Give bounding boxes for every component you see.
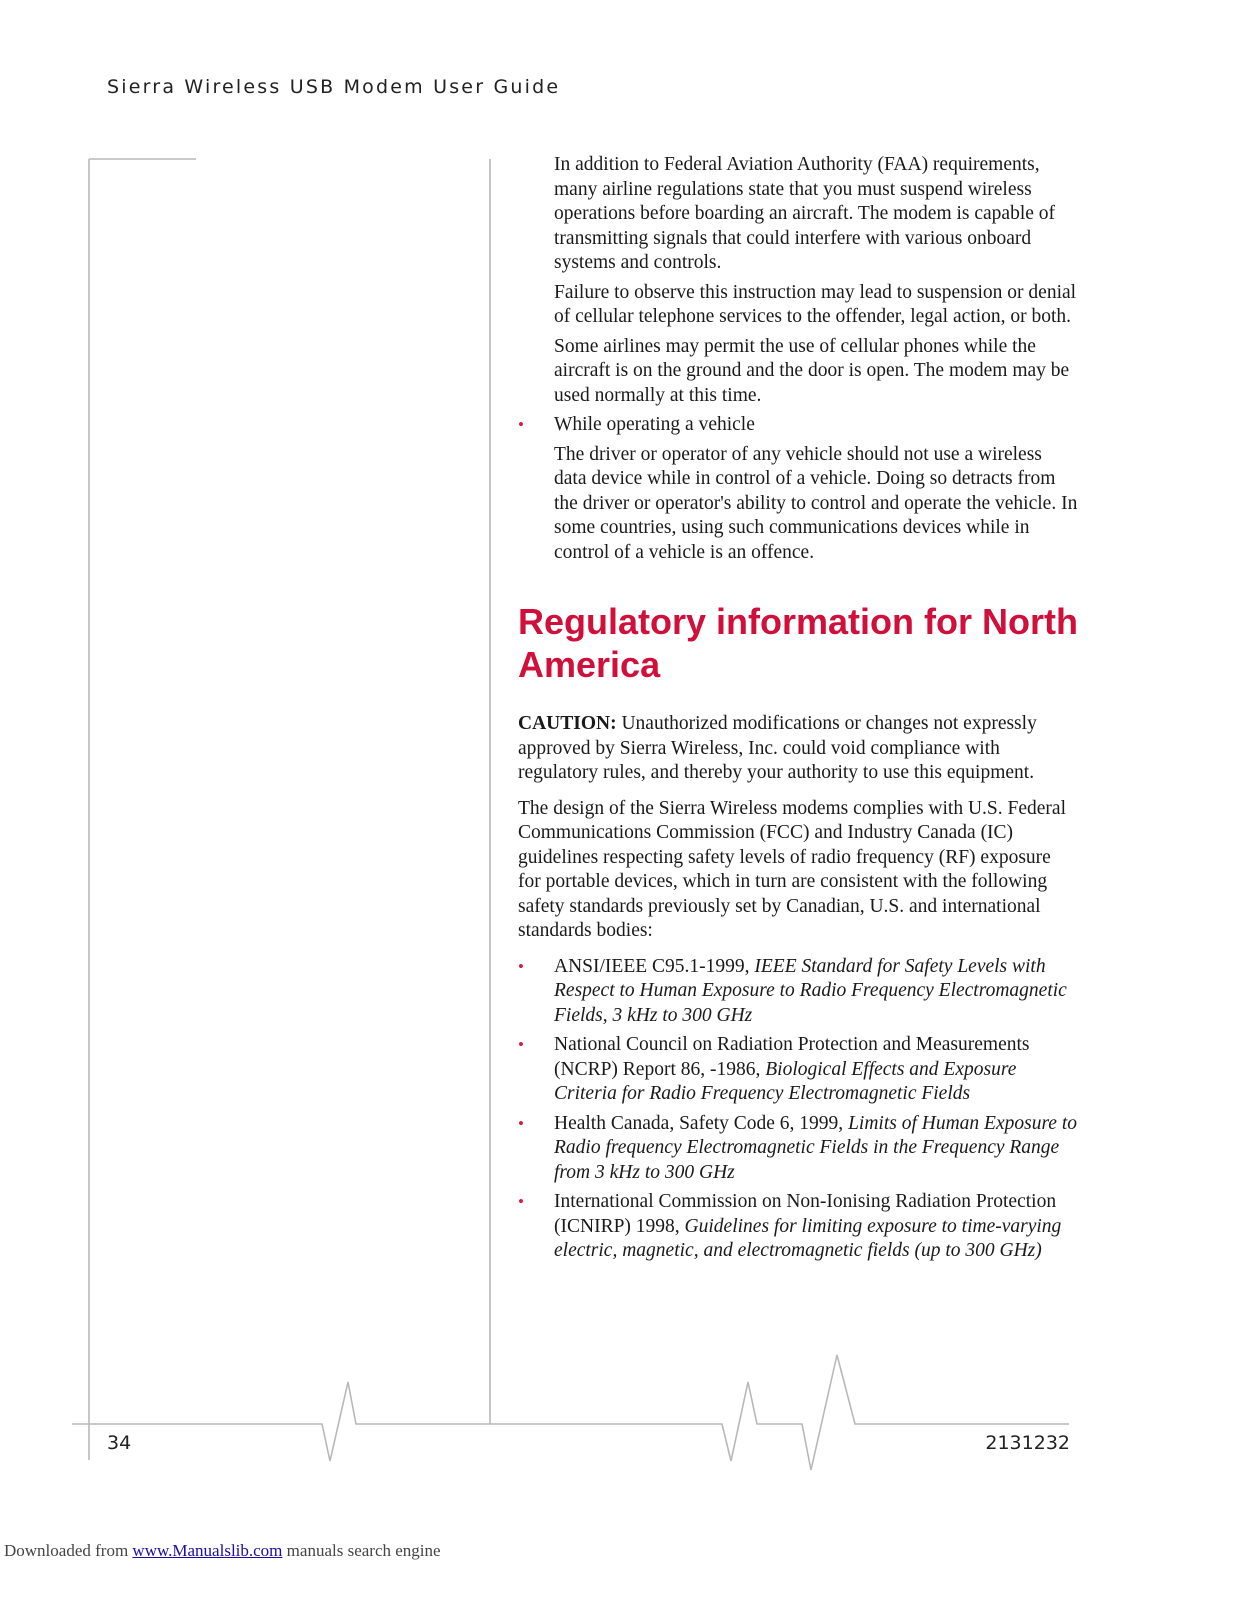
vehicle-paragraph: The driver or operator of any vehicle should not use a wireless data device while in control of a vehicle. Doing so detracts from the driver or operator's ability to control and operate the vehicle. In some countries, using such communications devices while in control of a vehicle is an offence. [554,443,1078,563]
standard-title: Guidelines for limiting exposure to time-varying electric, magnetic, and electromagnetic fields (up to 300 GHz) [554,1215,1062,1261]
caution-label: CAUTION: [518,713,617,734]
standard-item [518,1112,1078,1186]
standard-title: Biological Effects and Exposure Criteria for Radio Frequency Electromagnetic Fields [554,1058,1017,1104]
download-prefix: Downloaded from [4,1541,133,1560]
heartbeat-footer-line [72,1355,1069,1470]
download-footer [4,1541,441,1561]
standard-plain: International Commission on Non-Ionising Radiation Protection (ICNIRP) 1998, [554,1191,1057,1237]
manualslib-link[interactable]: www.Manualslib.com [132,1541,283,1560]
standard-item [518,1190,1078,1264]
caution-text: Unauthorized modifications or changes not expressly approved by Sierra Wireless, Inc. could void compliance with regulatory rules, and thereby your authority to use this equipment. [518,713,1037,783]
running-header: Sierra Wireless USB Modem User Guide [107,76,561,98]
vehicle-bullet-text: While operating a vehicle [554,414,755,435]
airlines-paragraph: Some airlines may permit the use of cellular phones while the aircraft is on the ground and the door is open. The modem may be used normally at this time. [554,335,1070,406]
bullet-icon: • [518,415,524,434]
document-number: 2131232 [985,1432,1070,1454]
main-content [518,153,1078,1269]
standard-item [518,955,1078,1029]
bullet-icon: • [518,1192,524,1211]
faa-paragraph: In addition to Federal Aviation Authority (FAA) requirements, many airline regulations state that you must suspend wireless operations before boarding an aircraft. The modem is capable of transmitting signals that could interfere with various onboard systems and controls. [554,154,1056,273]
standard-plain: Health Canada, Safety Code 6, 1999, [554,1112,849,1134]
bullet-icon: • [518,1113,524,1133]
standard-title: Limits of Human Exposure to Radio frequency Electromagnetic Fields in the Frequency Range from 3 kHz to 300 GHz [554,1112,1078,1183]
bullet-icon: • [518,1035,524,1054]
caution-paragraph [518,712,1078,786]
design-paragraph: The design of the Sierra Wireless modems complies with U.S. Federal Communications Commission (FCC) and Industry Canada (IC) guidelines respecting safety levels of radio frequency (RF) exposure for portable devices, which in turn are consistent with the following safety standards previously set by Canadian, U.S. and international standards bodies: [518,797,1066,941]
vehicle-bullet [518,413,1078,438]
standard-title: IEEE Standard for Safety Levels with Respect to Human Exposure to Radio Frequency Electromagnetic Fields, 3 kHz to 300 GHz [554,955,1067,1026]
download-suffix: manuals search engine [282,1541,441,1560]
bullet-icon: • [518,956,524,976]
standard-plain: ANSI/IEEE C95.1-1999, [554,955,755,977]
standard-item [518,1033,1078,1107]
standard-plain: National Council on Radiation Protection and Measurements (NCRP) Report 86, -1986, [554,1034,1030,1080]
section-heading: Regulatory information for North America [518,601,1078,685]
page-number: 34 [107,1432,132,1454]
failure-paragraph: Failure to observe this instruction may lead to suspension or denial of cellular telephone services to the offender, legal action, or both. [554,281,1077,327]
